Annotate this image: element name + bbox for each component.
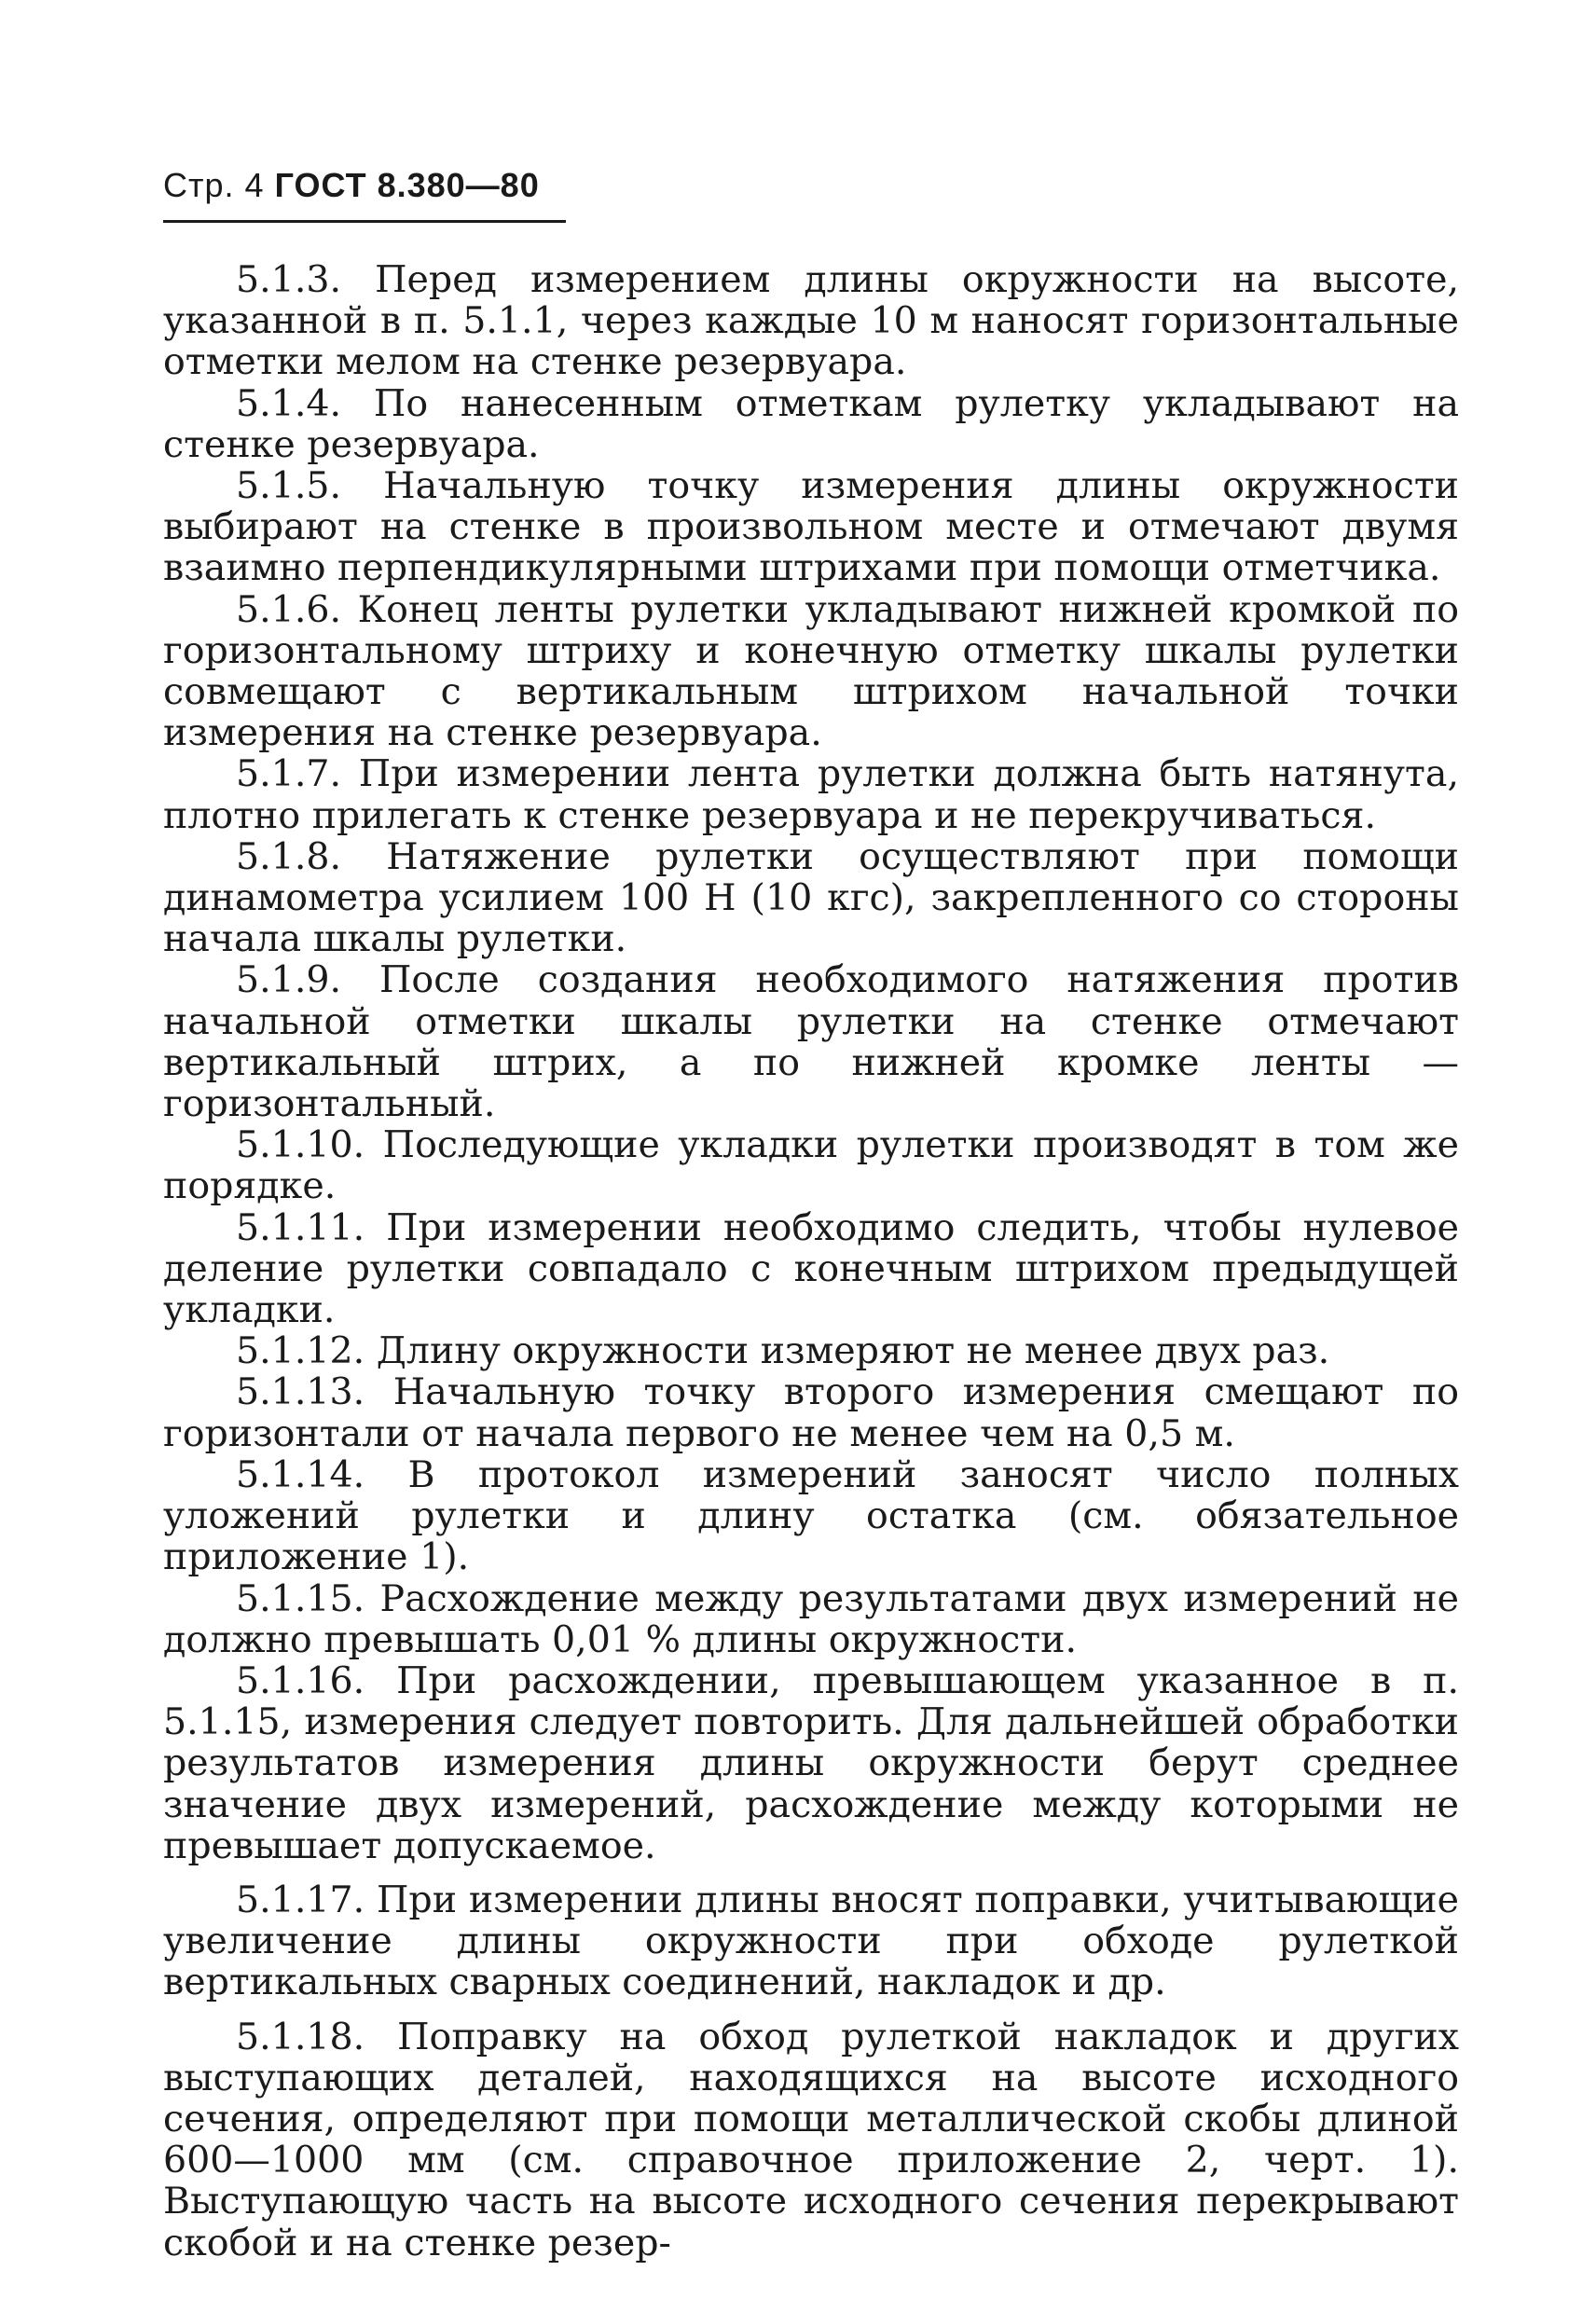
standard-designation: ГОСТ 8.380—80 (274, 166, 540, 204)
paragraph-5-1-6: 5.1.6. Конец ленты рулетки укладывают нижней кромкой по горизонтальному штриху и конечную отметку шкалы рулетки совмещают с вертикальным штрихом начальной точки измерения на стенке резервуара. (163, 587, 1459, 755)
body-text (163, 259, 1459, 2264)
paragraph-5-1-4: 5.1.4. По нанесенным отметкам рулетку укладывают на стенке резервуара. (163, 381, 1459, 466)
paragraph-5-1-18: 5.1.18. Поправку на обход рулеткой накладок и других выступающих деталей, находящихся на высоте исходного сечения, определяют при помощи металлической скобы длиной 600—1000 мм (см. справочное приложение 2, черт. 1). Выступающую часть на высоте исходного сечения перекрывают скобой и на стенке резер- (163, 2015, 1459, 2264)
header-divider (163, 220, 566, 223)
page-number-label: Стр. 4 (163, 166, 265, 204)
page-header (163, 166, 540, 205)
paragraph-5-1-14: 5.1.14. В протокол измерений заносят число полных уложений рулетки и длину остатка (см. обязательное приложение 1). (163, 1452, 1459, 1579)
paragraph-5-1-10: 5.1.10. Последующие укладки рулетки производят в том же порядке. (163, 1123, 1459, 1208)
paragraph-5-1-17: 5.1.17. При измерении длины вносят поправки, учитывающие увеличение длины окружности при обходе рулеткой вертикальных сварных соединений, накладок и др. (163, 1878, 1459, 2004)
paragraph-5-1-12: 5.1.12. Длину окружности измеряют не менее двух раз. (236, 1329, 1330, 1373)
paragraph-5-1-13: 5.1.13. Начальную точку второго измерения смещают по горизонтали от начала первого не менее чем на 0,5 м. (163, 1370, 1459, 1455)
paragraph-5-1-16: 5.1.16. При расхождении, превышающем указанное в п. 5.1.15, измерения следует повторить. Для дальнейшей обработки результатов измерения длины окружности берут среднее значение двух измерений, расхождение между которыми не превышает допускаемое. (163, 1658, 1459, 1867)
paragraph-5-1-7: 5.1.7. При измерении лента рулетки должна быть натянута, плотно прилегать к стенке резервуара и не перекручиваться. (163, 752, 1459, 837)
paragraph-5-1-5: 5.1.5. Начальную точку измерения длины окружности выбирают на стенке в произвольном месте и отмечают двумя взаимно перпендикулярными штрихами при помощи отметчика. (163, 464, 1459, 590)
paragraph-5-1-3: 5.1.3. Перед измерением длины окружности на высоте, указанной в п. 5.1.1, через каждые 10 м наносят горизонтальные отметки мелом на стенке резервуара. (163, 258, 1459, 384)
paragraph-5-1-9: 5.1.9. После создания необходимого натяжения против начальной отметки шкалы рулетки на стенке отмечают вертикальный штрих, а по нижней кромке ленты — горизонтальный. (163, 958, 1459, 1126)
paragraph-5-1-8: 5.1.8. Натяжение рулетки осуществляют при помощи динамометра усилием 100 Н (10 кгс), закрепленного со стороны начала шкалы рулетки. (163, 834, 1459, 961)
paragraph-5-1-15: 5.1.15. Расхождение между результатами двух измерений не должно превышать 0,01 % длины окружности. (163, 1576, 1459, 1661)
paragraph-5-1-11: 5.1.11. При измерении необходимо следить, чтобы нулевое деление рулетки совпадало с конечным штрихом предыдущей укладки. (163, 1205, 1459, 1332)
